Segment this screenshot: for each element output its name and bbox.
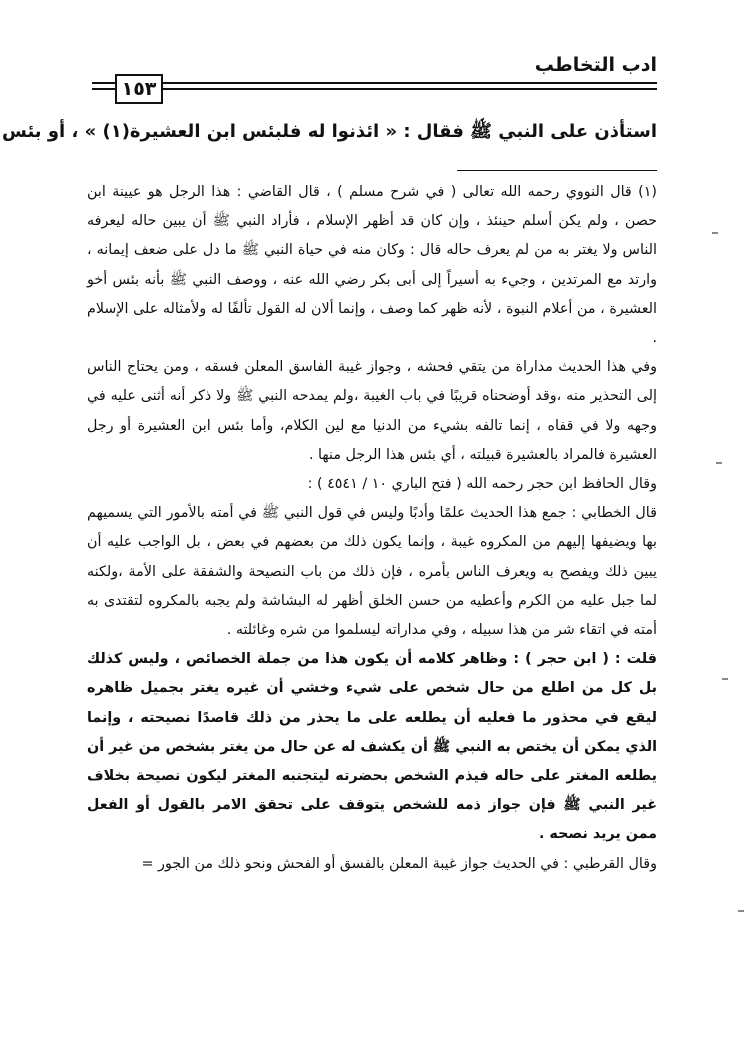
page-number: ١٥٣ — [115, 74, 163, 104]
footnote-paragraph: وفي هذا الحديث مداراة من يتقي فحشه ، وجواز غيبة الفاسق المعلن فسقه ، ومن يحتاج الناس إلى التحذير منه ،وقد أوضحناه قريبًا في باب الغيبة ،ولم يمدحه النبي ﷺ ولا ذكر أنه أثنى عليه في وجهه ولا في قفاه ، إنما تالفه بشيء من الدنيا مع لين الكلام، وأما بئس ابن العشيرة أو رجل العشيرة فالمراد بالعشيرة قبيلته ، أي بئس هذا الرجل منها . — [87, 359, 657, 463]
footnote-paragraph: وقال الحافظ ابن حجر رحمه الله ( فتح الباري ١٠ / ٤٥٤١ ) : — [307, 476, 657, 493]
header-rule-left-top — [92, 82, 116, 84]
footnote-paragraph: (١) قال النووي رحمه الله تعالى ( في شرح مسلم ) ، قال القاضي : هذا الرجل هو عيينة ابن حصن ، ولم يكن أسلم حينئذ ، وإن كان قد أظهر الإسلام ، فأراد النبي ﷺ أن يبين حاله ليعرفه الناس ولا يغتر به من لم يعرف حاله قال : وكان منه في حياة النبي ﷺ ما دل على ضعف إيمانه ، وارتد مع المرتدين ، وجيء به أسيراً إلى أبى بكر رضي الله عنه ، ووصف النبي ﷺ بأنه بئس أخو العشيرة ، من أعلام النبوة ، لأنه ظهر كما وصف ، وإنما ألان له القول تألفًا له ولأمثاله على الإسلام . — [87, 184, 657, 347]
footnote-paragraph: قلت : ( ابن حجر ) : وظاهر كلامه أن يكون هذا من جملة الخصائص ، وليس كذلك بل كل من اطلع من حال شخص على شيء وخشي أن غيره يغتر بجميل ظاهره ليقع في محذور ما فعليه أن يطلعه على ما يحذر من ذلك قاصدًا نصيحته ، وإنما الذي يمكن أن يختص به النبي ﷺ أن يكشف له عن حال من يغتر بشخص من غير أن يطلعه المغتر على حاله فيذم الشخص بحضرته ليتجنبه المغتر ليكون نصيحة بخلاف غير النبي ﷺ فإن جواز ذمه للشخص يتوقف على تحقق الامر بالقول أو الفعل ممن يريد نصحه . — [87, 651, 657, 843]
header-rule-right-top — [162, 82, 657, 84]
running-header-title: ادب التخاطب — [534, 54, 657, 76]
header-rule-left-bottom — [92, 88, 116, 90]
main-text-line: استأذن على النبي ﷺ فقال : « ائذنوا له فلبئس ابن العشيرة(١) » ، أو بئس — [2, 121, 657, 142]
footnotes-block — [87, 178, 657, 879]
footnote-paragraph: قال الخطابي : جمع هذا الحديث علمًا وأدبًا وليس في قول النبي ﷺ في أمته بالأمور التي يسميهم بها ويضيفها إليهم من المكروه غيبة ، وإنما يكون ذلك من بعضهم في بعض ، بل الواجب عليه أن يبين ذلك ويفصح به ويعرف الناس بأمره ، فإن ذلك من باب النصيحة والشفقة على الأمة ،ولكنه لما جبل عليه من الكرم وأعطيه من حسن الخلق أظهر له البشاشة ولم يجبه بالمكروه لتقتدى به أمته في اتقاء شر من هذا سبيله ، وفي مداراته ليسلموا من شره وغائلته . — [87, 505, 657, 639]
scan-mark — [738, 910, 744, 912]
scan-mark — [722, 678, 728, 680]
scan-mark — [712, 232, 718, 234]
footnote-paragraph: وقال القرطبي : في الحديث جواز غيبة المعلن بالفسق أو الفحش ونحو ذلك من الجور = — [141, 855, 657, 872]
header-rule-right-bottom — [162, 88, 657, 90]
scan-mark — [716, 462, 722, 464]
footnote-separator — [457, 170, 657, 171]
